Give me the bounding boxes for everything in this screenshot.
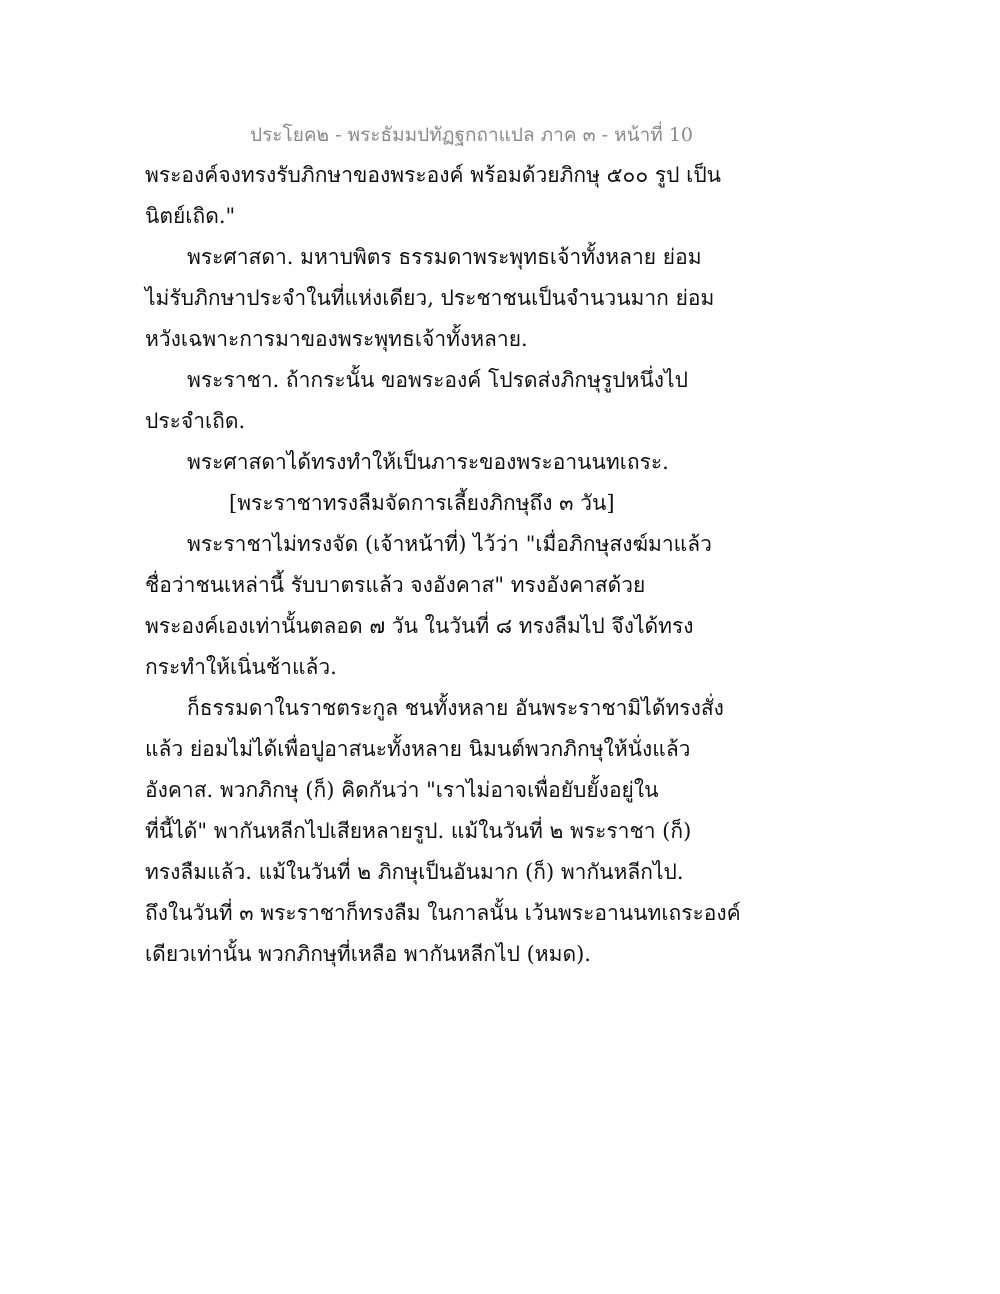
paragraph-start: พระราชาไม่ทรงจัด (เจ้าหน้าที่) ไว้ว่า "เมื่อภิกษุสงฆ์มาแล้ว xyxy=(187,532,712,556)
text-line: พระองค์จงทรงรับภิกษาของพระองค์ พร้อมด้วยภิกษุ ๕๐๐ รูป เป็น xyxy=(145,163,722,187)
text-line: พระองค์เองเท่านั้นตลอด ๗ วัน ในวันที่ ๘ ทรงลืมไป จึงได้ทรง xyxy=(145,614,694,638)
section-heading: [พระราชาทรงลืมจัดการเลี้ยงภิกษุถึง ๓ วัน] xyxy=(229,491,615,515)
text-line: นิตย์เถิด." xyxy=(145,204,236,228)
text-line: ถึงในวันที่ ๓ พระราชาก็ทรงลืม ในกาลนั้น เว้นพระอานนทเถระองค์ xyxy=(145,901,741,925)
text-line: ชื่อว่าชนเหล่านี้ รับบาตรแล้ว จงอังคาส" ทรงอังคาสด้วย xyxy=(145,573,646,597)
text-line: เดียวเท่านั้น พวกภิกษุที่เหลือ พากันหลีกไป (หมด). xyxy=(145,942,591,966)
dialogue-line: พระราชา. ถ้ากระนั้น ขอพระองค์ โปรดส่งภิกษุรูปหนึ่งไป xyxy=(187,368,688,392)
text-line: หวังเฉพาะการมาของพระพุทธเจ้าทั้งหลาย. xyxy=(145,327,528,351)
text-line: ประจำเถิด. xyxy=(145,409,246,433)
paragraph-start: พระศาสดาได้ทรงทำให้เป็นภาระของพระอานนทเถระ. xyxy=(187,450,669,474)
text-line: ไม่รับภิกษาประจำในที่แห่งเดียว, ประชาชนเป็นจำนวนมาก ย่อม xyxy=(145,286,715,310)
text-line: ที่นี้ได้" พากันหลีกไปเสียหลายรูป. แม้ในวันที่ ๒ พระราชา (ก็) xyxy=(145,819,692,843)
paragraph-start: ก็ธรรมดาในราชตระกูล ชนทั้งหลาย อันพระราชามิได้ทรงสั่ง xyxy=(187,696,724,720)
dialogue-line: พระศาสดา. มหาบพิตร ธรรมดาพระพุทธเจ้าทั้งหลาย ย่อม xyxy=(187,245,702,269)
text-line: แล้ว ย่อมไม่ได้เพื่อปูอาสนะทั้งหลาย นิมนต์พวกภิกษุให้นั่งแล้ว xyxy=(145,737,691,761)
text-line: กระทำให้เนิ่นช้าแล้ว. xyxy=(145,655,337,679)
text-line: ทรงลืมแล้ว. แม้ในวันที่ ๒ ภิกษุเป็นอันมาก (ก็) พากันหลีกไป. xyxy=(145,860,684,884)
text-line: อังคาส. พวกภิกษุ (ก็) คิดกันว่า "เราไม่อาจเพื่อยับยั้งอยู่ใน xyxy=(145,778,659,802)
running-header: ประโยค๒ - พระธัมมปทัฏฐกถาแปล ภาค ๓ - หน้าที่ 10 xyxy=(250,124,693,146)
body-text xyxy=(145,155,741,975)
